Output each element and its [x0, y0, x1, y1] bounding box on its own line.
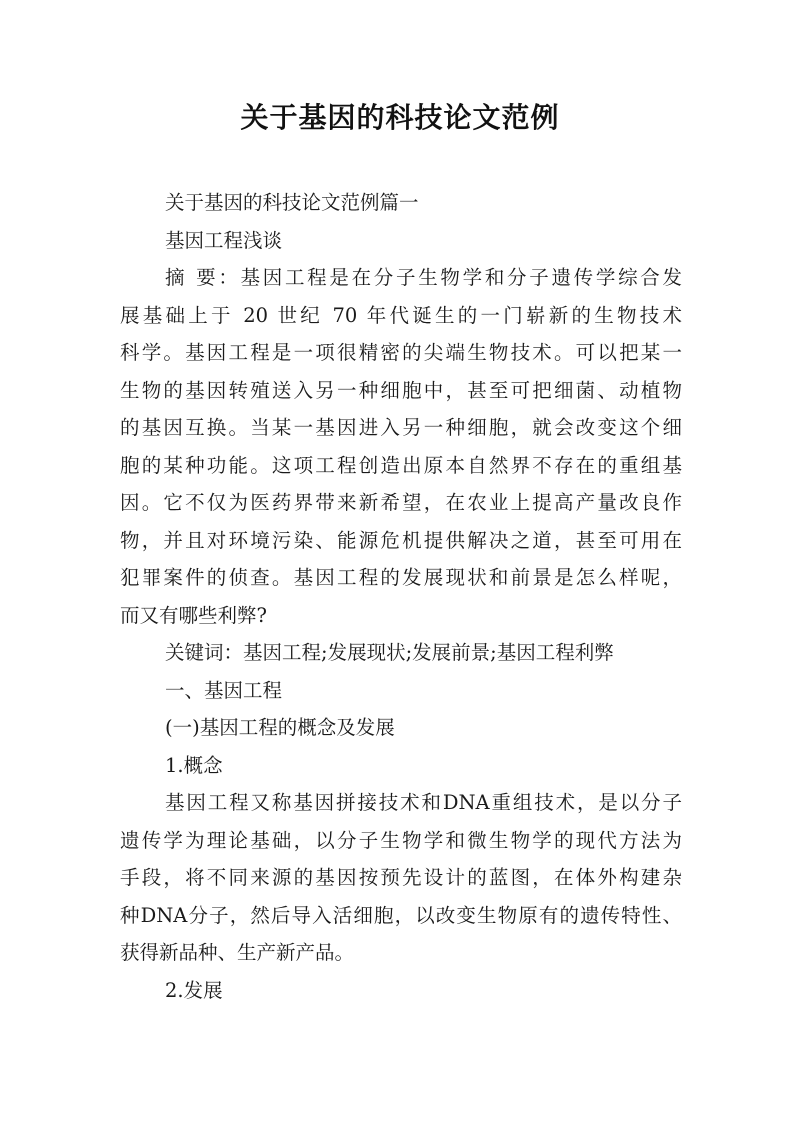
abstract-line: 而又有哪些利弊? [120, 603, 267, 627]
abstract-line: 生物的基因转殖送入另一种细胞中，甚至可把细菌、动植物 [120, 378, 682, 402]
heading-level-1: 一、基因工程 [165, 678, 283, 702]
keywords-line: 关键词：基因工程;发展现状;发展前景;基因工程利弊 [165, 641, 614, 664]
paragraph-line: 种DNA分子，然后导入活细胞，以改变生物原有的遗传特性、 [120, 903, 682, 927]
heading-level-2: (一)基因工程的概念及发展 [165, 716, 395, 739]
abstract-line: 摘 要：基因工程是在分子生物学和分子遗传学综合发 [165, 266, 682, 289]
section-heading: 关于基因的科技论文范例篇一 [165, 191, 419, 214]
abstract-line: 的基因互换。当某一基因进入另一种细胞，就会改变这个细 [120, 416, 682, 439]
heading-level-3: 2.发展 [165, 978, 223, 1002]
document-title: 关于基因的科技论文范例 [240, 101, 560, 134]
abstract-line: 展基础上于 20 世纪 70 年代诞生的一门崭新的生物技术 [120, 303, 682, 327]
paragraph-line: 基因工程又称基因拼接技术和DNA重组技术，是以分子 [165, 791, 682, 814]
heading-level-3: 1.概念 [165, 753, 223, 777]
abstract-line: 因。它不仅为医药界带来新希望，在农业上提高产量改良作 [120, 491, 682, 514]
abstract-line: 胞的某种功能。这项工程创造出原本自然界不存在的重组基 [120, 453, 682, 477]
document-body [120, 184, 682, 1009]
abstract-line: 犯罪案件的侦查。基因工程的发展现状和前景是怎么样呢， [120, 566, 682, 589]
paragraph-line: 手段，将不同来源的基因按预先设计的蓝图，在体外构建杂 [120, 866, 682, 889]
article-title: 基因工程浅谈 [165, 228, 283, 252]
paragraph-line: 遗传学为理论基础，以分子生物学和微生物学的现代方法为 [120, 828, 682, 852]
abstract-line: 科学。基因工程是一项很精密的尖端生物技术。可以把某一 [120, 341, 682, 364]
abstract-line: 物，并且对环境污染、能源危机提供解决之道，甚至可用在 [120, 528, 682, 552]
paragraph-line: 获得新品种、生产新产品。 [120, 941, 355, 964]
